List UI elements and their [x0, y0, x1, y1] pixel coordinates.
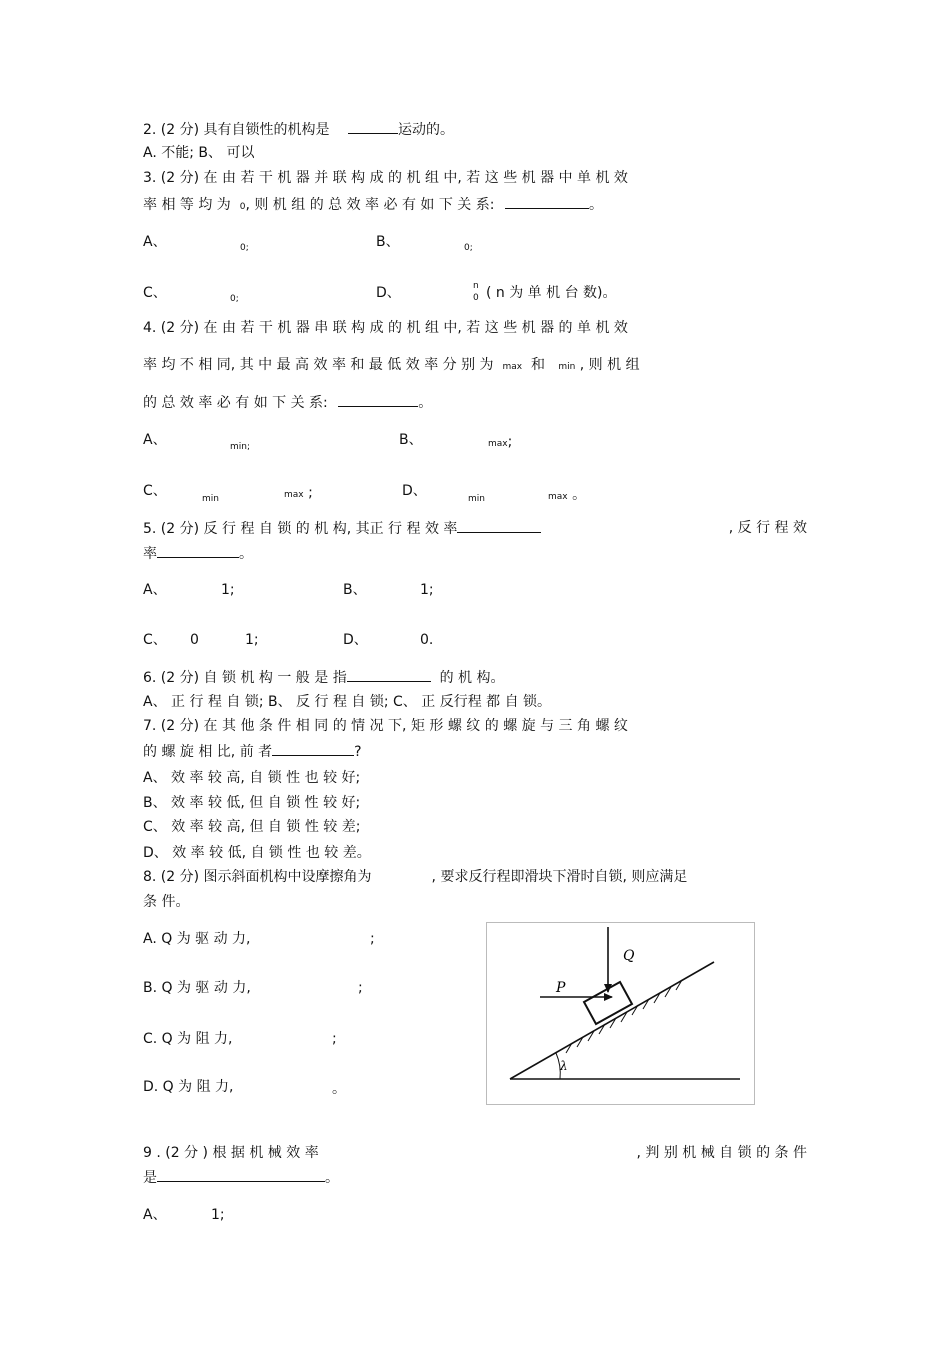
q5-option-b: B、 [343, 582, 367, 598]
q9-blank [157, 1169, 325, 1182]
q8-option-a-end: ; [370, 931, 375, 947]
q8-option-d: D. Q 为 阻 力, [143, 1079, 234, 1095]
q8-option-b-end: ; [358, 980, 363, 996]
q5-option-a: A、 [143, 582, 167, 598]
q3-line2: 率 相 等 均 为 0, 则 机 组 的 总 效 率 必 有 如 下 关 系: 。 [143, 197, 603, 213]
q3-option-d: D、 [376, 285, 401, 301]
q2-blank [348, 121, 398, 134]
q4-option-a: A、 [143, 432, 167, 448]
q7-option-d: D、 效 率 较 低, 自 锁 性 也 较 差。 [143, 845, 371, 861]
q3-option-c-value: 0; [230, 294, 239, 304]
q5-option-a-value: 1; [221, 582, 235, 598]
q9-line1: 9 . (2 分 ) 根 据 机 械 效 率 , 判 别 机 械 自 锁 的 条 件 [143, 1145, 807, 1161]
incline-figure [486, 922, 755, 1105]
q3-line1: 3. (2 分) 在 由 若 干 机 器 并 联 构 成 的 机 组 中, 若 这 些 机 器 中 单 机 效 [143, 170, 628, 186]
q8-option-a: A. Q 为 驱 动 力, [143, 931, 251, 947]
q6-stem: 6. (2 分) 自 锁 机 构 一 般 是 指 的 机 构。 [143, 670, 505, 686]
q4-option-d: D、 [402, 483, 427, 499]
q3-option-a-value: 0; [240, 243, 249, 253]
q3-option-b-value: 0; [464, 243, 473, 253]
q2-stem: 2. (2 分) 具有自锁性的机构是 运动的。 [143, 122, 454, 138]
q2-options: A. 不能; B、 可以 [143, 145, 255, 161]
q3-option-c: C、 [143, 285, 167, 301]
q4-option-c-max: max ; [284, 485, 313, 501]
q5-option-d: D、 [343, 632, 368, 648]
q3-option-d-sub: 0 [473, 293, 479, 303]
q8-option-d-end: 。 [332, 1081, 346, 1097]
q7-blank [272, 743, 354, 756]
q4-option-c-min: min [202, 494, 219, 504]
q4-blank [338, 394, 418, 407]
q4-line2: 率 均 不 相 同, 其 中 最 高 效 率 和 最 低 效 率 分 别 为 max 和 min , 则 机 组 [143, 357, 640, 373]
label-angle: λ [560, 1059, 568, 1073]
q5-option-c: C、 [143, 632, 167, 648]
q9-option-a: A、 [143, 1207, 167, 1223]
q4-line1: 4. (2 分) 在 由 若 干 机 器 串 联 构 成 的 机 组 中, 若 这 些 机 器 的 单 机 效 [143, 320, 628, 336]
q5-option-b-value: 1; [420, 582, 434, 598]
incline-line [510, 962, 714, 1079]
q7-option-a: A、 效 率 较 高, 自 锁 性 也 较 好; [143, 770, 361, 786]
q3-option-d-tail: ( n 为 单 机 台 数)。 [486, 285, 617, 301]
q9-line2: 是 。 [143, 1170, 339, 1186]
q3-option-d-sup: n [473, 281, 479, 291]
q7-option-c: C、 效 率 较 高, 但 自 锁 性 较 差; [143, 819, 361, 835]
q5-option-c-v2: 1; [245, 632, 259, 648]
q3-option-a: A、 [143, 234, 167, 250]
q4-line3: 的 总 效 率 必 有 如 下 关 系: 。 [143, 395, 433, 411]
q5-option-d-value: 0. [420, 632, 434, 648]
q4-option-a-value: min; [230, 442, 251, 452]
q7-line2: 的 螺 旋 相 比, 前 者 ? [143, 744, 362, 760]
q8-option-c-end: ; [332, 1031, 337, 1047]
q3-blank [505, 196, 589, 209]
q5-line2: 率 。 [143, 546, 253, 562]
q3-option-b: B、 [376, 234, 400, 250]
q5-line1: 5. (2 分) 反 行 程 自 锁 的 机 构, 其正 行 程 效 率 , 反 行 程 效 [143, 520, 807, 537]
q5-option-c-v1: 0 [190, 632, 199, 648]
q5-blank-1 [457, 520, 541, 533]
label-q: Q [623, 948, 635, 964]
q7-option-b: B、 效 率 较 低, 但 自 锁 性 较 好; [143, 795, 361, 811]
q6-options: A、 正 行 程 自 锁; B、 反 行 程 自 锁; C、 正 反行程 都 自 锁。 [143, 694, 552, 710]
q8-option-b: B. Q 为 驱 动 力, [143, 980, 251, 996]
q4-option-d-min: min [468, 494, 485, 504]
q9-option-a-value: 1; [211, 1207, 225, 1223]
q7-line1: 7. (2 分) 在 其 他 条 件 相 同 的 情 况 下, 矩 形 螺 纹 的 螺 旋 与 三 角 螺 纹 [143, 718, 628, 734]
q8-line2: 条 件。 [143, 894, 190, 910]
figure-border [487, 923, 755, 1105]
q4-option-b: B、 [399, 432, 423, 448]
label-p: P [556, 980, 566, 996]
q4-option-d-max: max 。 [548, 487, 587, 503]
q8-line1: 8. (2 分) 图示斜面机构中设摩擦角为 , 要求反行程即滑块下滑时自锁, 则应满足 [143, 869, 688, 885]
q4-option-b-value: max; [488, 434, 513, 450]
q6-blank [347, 669, 431, 682]
q5-blank-2 [157, 545, 239, 558]
q4-option-c: C、 [143, 483, 167, 499]
q8-option-c: C. Q 为 阻 力, [143, 1031, 233, 1047]
